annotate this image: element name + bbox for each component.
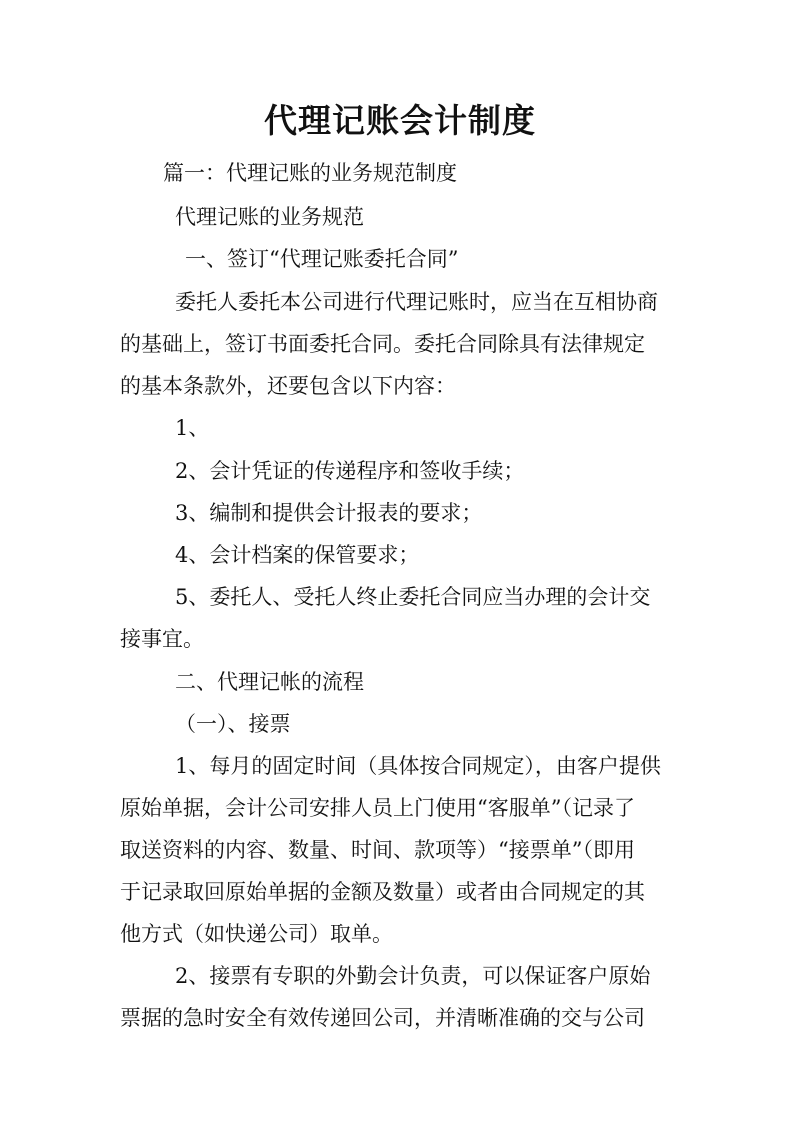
list-item: 2、会计凭证的传递程序和签收手续； <box>175 459 525 483</box>
paragraph-line: 的基础上，签订书面委托合同。委托合同除具有法律规定 <box>120 332 645 356</box>
list-item: 5、委托人、受托人终止委托合同应当办理的会计交 <box>175 585 651 609</box>
list-item: 4、会计档案的保管要求； <box>175 543 420 567</box>
document-title: 代理记账会计制度 <box>264 101 536 140</box>
paragraph-line: 接事宜。 <box>120 627 204 651</box>
paragraph-line: 1、每月的固定时间（具体按合同规定），由客户提供 <box>175 754 661 778</box>
subsection-heading: （一）、接票 <box>175 712 291 736</box>
section-heading: 篇一：代理记账的业务规范制度 <box>163 161 457 185</box>
paragraph-line: 委托人委托本公司进行代理记账时，应当在互相协商 <box>175 290 658 314</box>
paragraph-line: 票据的急时安全有效传递回公司，并清晰准确的交与公司 <box>120 1006 645 1030</box>
list-item: 1、 <box>175 416 210 440</box>
paragraph-line: 2、接票有专职的外勤会计负责，可以保证客户原始 <box>175 964 651 988</box>
subsection-heading: 代理记账的业务规范 <box>175 205 364 229</box>
paragraph-line: 的基本条款外，还要包含以下内容： <box>120 374 456 398</box>
paragraph-line: 原始单据，会计公司安排人员上门使用“客服单”（记录了 <box>120 796 635 820</box>
section-heading: 二、代理记帐的流程 <box>175 670 364 694</box>
paragraph-line: 取送资料的内容、数量、时间、款项等）“接票单”（即用 <box>120 838 635 862</box>
list-item: 3、编制和提供会计报表的要求； <box>175 501 483 525</box>
paragraph-line: 于记录取回原始单据的金额及数量）或者由合同规定的其 <box>120 880 645 904</box>
list-heading: 一、签订“代理记账委托合同” <box>185 247 459 271</box>
paragraph-line: 他方式（如快递公司）取单。 <box>120 922 393 946</box>
